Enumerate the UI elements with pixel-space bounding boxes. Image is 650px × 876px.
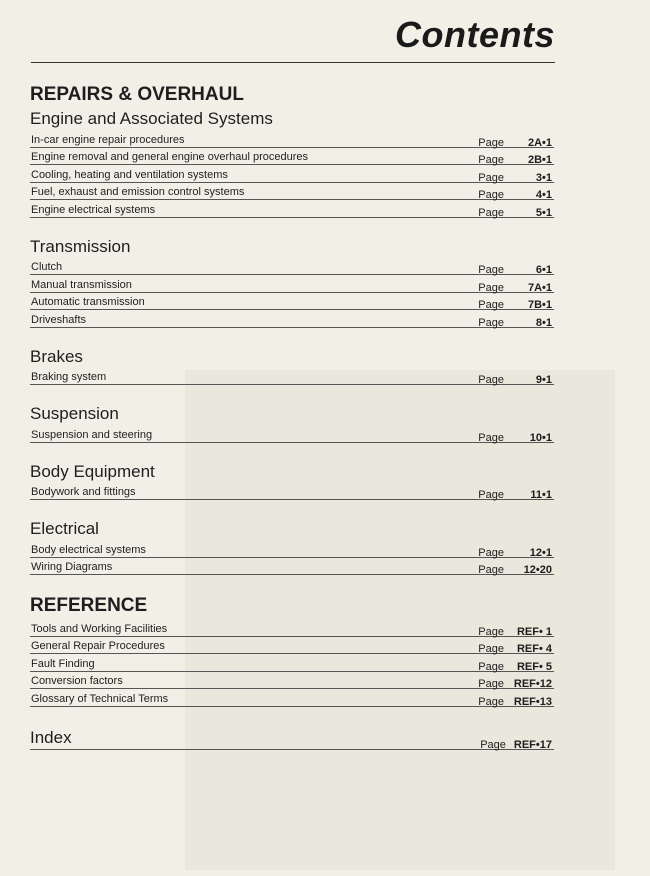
toc-row[interactable] [30,310,554,328]
page-ref: 8•1 [535,316,552,329]
page-title: Contents [395,14,555,55]
repairs-heading: REPAIRS & OVERHAUL [30,84,244,105]
toc-row[interactable] [30,540,554,558]
page-ref: 7A•1 [527,281,552,294]
page-word: Page [478,299,504,311]
page-ref: 3•1 [535,171,552,184]
toc-row[interactable] [30,293,554,311]
page-ref: REF• 4 [516,643,552,655]
page-ref: 12•20 [523,564,552,576]
page-word: Page [478,154,504,166]
toc-row[interactable] [30,165,554,183]
toc-label: Cooling, heating and ventilation systems [31,168,228,181]
page-ref: 6•1 [535,264,552,276]
page-word: Page [478,695,504,708]
toc-label: Tools and Working Facilities [31,622,168,635]
toc-row[interactable] [30,637,554,655]
page-ref: REF•13 [513,695,552,708]
toc-label: Fuel, exhaust and emission control systems [31,186,245,198]
toc-label: Wiring Diagrams [31,561,113,573]
page-word: Page [478,171,504,184]
page-word: Page [478,643,504,655]
toc-label: Driveshafts [31,313,87,326]
page-ref: 11•1 [530,489,552,501]
section-title: Suspension [30,404,119,423]
toc-label: Suspension and steering [31,428,153,441]
page-ref: 2B•1 [527,154,552,166]
toc-row[interactable] [30,258,554,276]
page-word: Page [478,431,504,444]
page-ref: 10•1 [529,431,552,444]
toc-label: In-car engine repair procedures [31,133,185,146]
toc-row[interactable] [30,619,554,637]
title-rule [31,62,555,63]
contents-list [30,82,554,750]
toc-label: Body electrical systems [31,543,146,556]
toc-label: Clutch [31,261,63,273]
page-ref: 5•1 [535,206,552,219]
page-word: Page [478,189,504,201]
index-title: Index [30,727,72,747]
toc-label: Conversion factors [31,675,123,687]
toc-row[interactable] [30,148,554,166]
page-word: Page [478,660,504,673]
toc-label: Braking system [31,371,107,383]
toc-label: Engine electrical systems [31,203,156,216]
section-title: Transmission [30,236,131,256]
toc-label: Engine removal and general engine overhaul procedures [31,151,309,163]
page-word: Page [478,678,504,690]
toc-row[interactable] [30,183,554,201]
page-ref: 7B•1 [527,299,552,311]
section-transmission [30,236,554,328]
page-ref: REF• 5 [516,660,552,673]
toc-row[interactable] [30,425,554,443]
page-ref: REF•17 [513,738,552,751]
section-title: Brakes [30,346,83,366]
page-word: Page [478,264,504,276]
page-word: Page [478,316,504,329]
page-word: Page [478,564,504,576]
toc-row[interactable] [30,275,554,293]
page-ref: REF• 1 [516,625,552,638]
section-reference [30,593,554,707]
page-word: Page [478,625,504,638]
section-brakes [30,346,554,386]
toc-label: Fault Finding [31,657,95,670]
toc-row[interactable] [30,654,554,672]
section-body-equipment [30,461,554,501]
page-ref: 2A•1 [527,136,552,149]
page-ref: 12•1 [529,546,552,559]
toc-label: Glossary of Technical Terms [31,692,169,705]
section-title: Body Equipment [30,461,155,481]
page-word: Page [478,374,504,386]
index-row[interactable] [30,725,554,750]
page-word: Page [480,738,506,751]
toc-label: Manual transmission [31,278,132,291]
page-word: Page [478,206,504,219]
section-title: Engine and Associated Systems [30,109,273,128]
page-word: Page [478,546,504,559]
page-word: Page [478,136,504,149]
toc-label: Automatic transmission [31,296,145,308]
reference-heading: REFERENCE [30,595,148,616]
toc-row[interactable] [30,689,554,707]
toc-row[interactable] [30,368,554,386]
toc-row[interactable] [30,483,554,501]
page-word: Page [478,489,504,501]
page-word: Page [478,281,504,294]
toc-row[interactable] [30,130,554,148]
page-ref: REF•12 [513,678,552,690]
page-ref: 4•1 [535,189,552,201]
toc-row[interactable] [30,558,554,576]
section-title: Electrical [30,519,99,538]
toc-label: Bodywork and fittings [31,486,136,498]
toc-row[interactable] [30,200,554,218]
toc-label: General Repair Procedures [31,640,165,652]
section-electrical [30,518,554,575]
section-engine [30,108,554,218]
section-suspension [30,403,554,443]
page-ref: 9•1 [535,374,552,386]
toc-row[interactable] [30,672,554,690]
